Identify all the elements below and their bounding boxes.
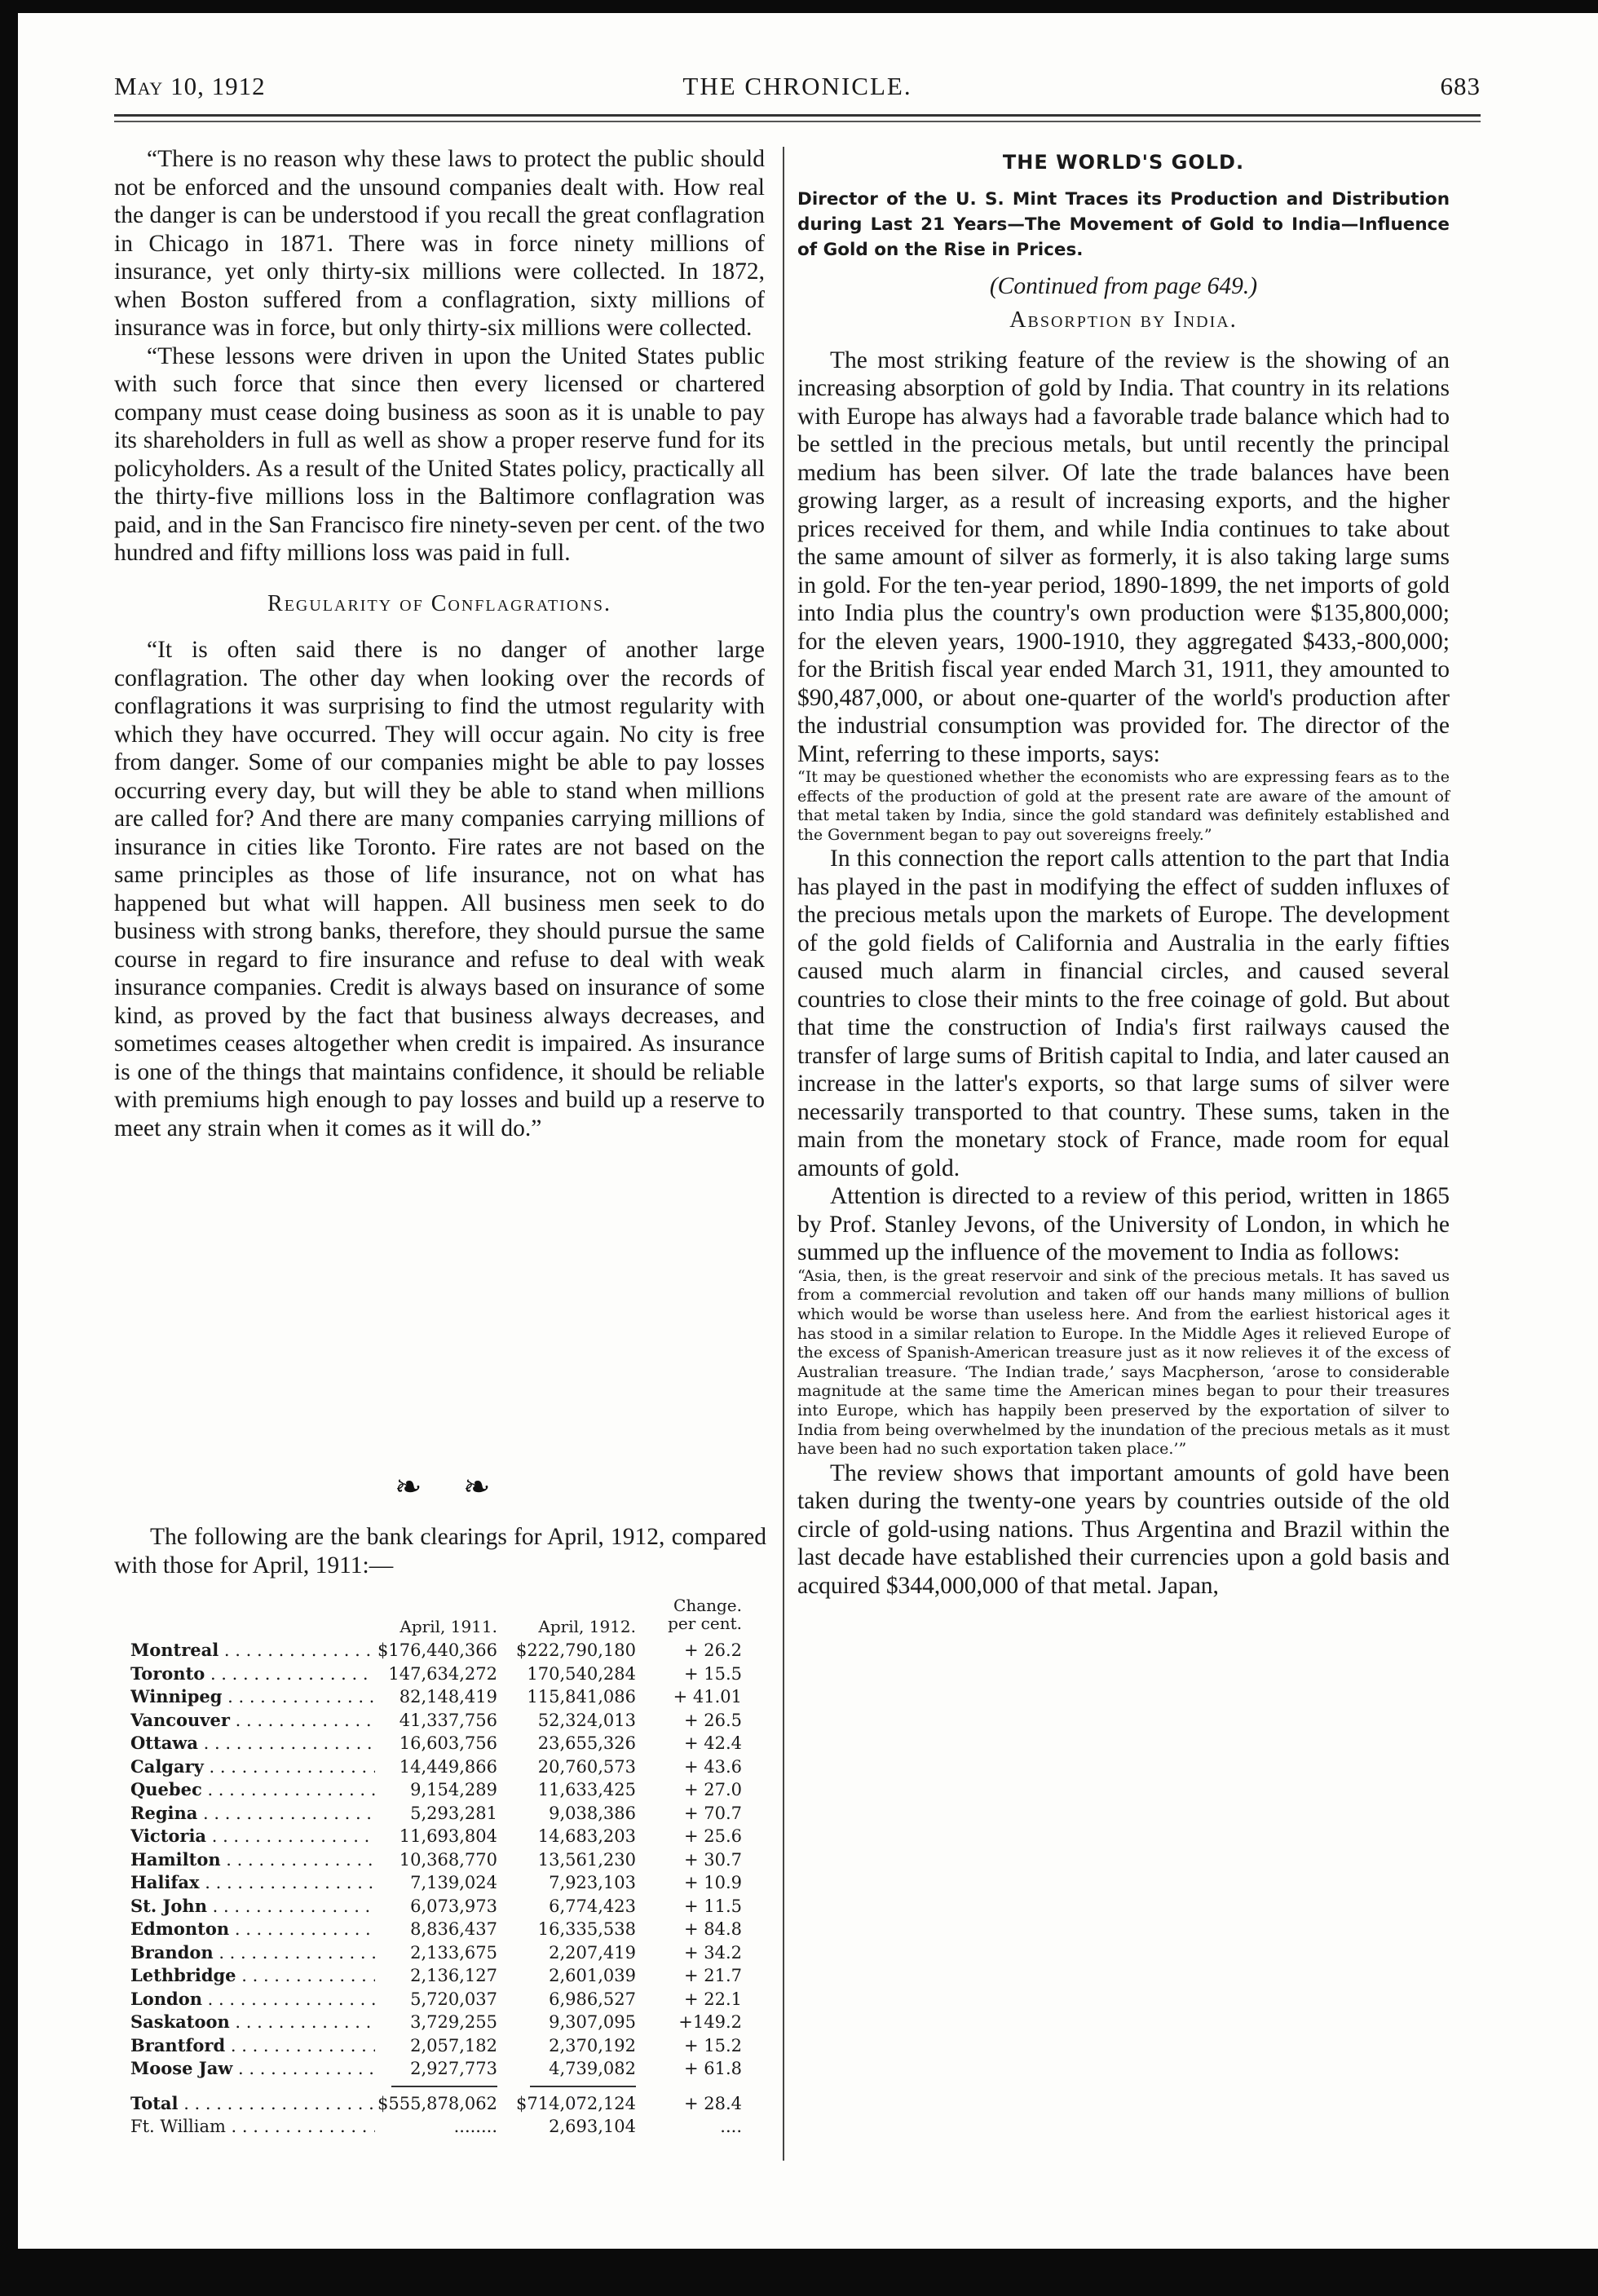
paragraph: The most striking feature of the review is the showing of an increasing absorption of gold by India. That country in its relations with Europe has always had a favorable trade balance which had to be settled in the precious metals, but until recently the principal medium has been silver. Of late the trade balances have been growing larger, as a result of increasing exports, and the higher prices received for them, and while India continues to take about the same amount of silver as formerly, it is also taking large sums in gold. For the ten-year period, 1890-1899, the net imports of gold into India plus the country's own production were $135,800,000; for the eleven years, 1900-1910, they aggregated $433,-800,000; for the British fiscal year ended March 31, 1911, they amounted to $90,487,000, or about one-quarter of the world's production after the industrial consumption was provided for. The director of the Mint, referring to these imports, says: — [797, 347, 1450, 767]
paragraph: The review shows that important amounts of gold have been taken during the twenty-one years by countries outside of the old circle of gold-using nations. Thus Argentina and Brazil within the last decade have established their currencies upon a gold basis and acquired $344,000,000 of that metal. Japan, — [797, 1459, 1450, 1599]
table-cell: + 21.7 — [683, 1966, 742, 1985]
table-cell: Winnipeg . . . — [130, 1685, 375, 1709]
table-row — [130, 2057, 766, 2081]
table-cell: + 15.5 — [683, 1663, 742, 1684]
table-cell: 8,836,437 — [410, 1919, 497, 1939]
table-cell: 115,841,086 — [527, 1687, 636, 1707]
article-title: THE WORLD'S GOLD. — [1002, 151, 1245, 174]
table-cell: + 84.8 — [683, 1919, 742, 1939]
table-cell: London . . . — [130, 1988, 375, 2011]
issue-date: May 10, 1912 — [114, 72, 266, 100]
table-cell: + 43.6 — [683, 1756, 742, 1777]
table-cell: $555,878,062 — [377, 2093, 497, 2113]
table-row — [130, 1848, 766, 1872]
table-cell: 147,634,272 — [388, 1663, 497, 1684]
table-cell: Vancouver . . . — [130, 1709, 375, 1733]
table-cell: 2,136,127 — [410, 1966, 497, 1985]
table-row — [130, 1802, 766, 1826]
table-cell: $222,790,180 — [516, 1640, 636, 1660]
paragraph: “These lessons were driven in upon the United States public with such force that since then every licensed or chartered company must cease doing business as soon as it is unable to pay its shareholders in full as well as show a proper reserve fund for its policyholders. As a result of the United States policy, practically all the thirty-five millions loss in the Baltimore conflagration was paid, and in the San Francisco fire ninety-seven per cent. of the two hundred and fifty millions loss was paid in full. — [114, 342, 765, 566]
table-row — [130, 1709, 766, 1733]
table-cell: + 26.5 — [683, 1710, 742, 1730]
block-quote: “Asia, then, is the great reservoir and sink of the precious metals. It has saved us from a commercial revolution and taken off our hands many millions of bullion which would be worse than useless here. And from the earliest historical ages it has stood in a similar relation to Europe. In the Middle Ages it relieved Europe of the excess of Spanish-American treasure just as it now relieves it of the excess of Australian treasure. ‘The Indian trade,’ says Macpherson, ‘arose to considerable magnitude at the same time the American mines began to pour their treasures into Europe, which has happily been preserved by the exportation of silver to India from being overwhelmed by the inundation of the precious metals as it must have been had no such exportation taken place.’” — [797, 1266, 1450, 1459]
table-cell: 3,729,255 — [410, 2012, 497, 2032]
table-cell: ........ — [453, 2117, 497, 2136]
table-cell: 9,154,289 — [410, 1780, 497, 1799]
table-cell: + 28.4 — [683, 2093, 742, 2113]
table-cell: 14,449,866 — [399, 1756, 497, 1777]
ornament-icon: ❧ — [463, 1468, 491, 1505]
table-cell: + 34.2 — [683, 1942, 742, 1963]
paragraph: “There is no reason why these laws to protect the public should not be enforced and the unsound companies dealt with. How real the danger is can be understood if you recall the great conflagration in Chicago in 1871. There was in force ninety millions of insurance, yet only thirty-six millions were collected. In 1872, when Boston suffered from a conflagration, sixty millions of insurance was in force, but only thirty-six millions were collected. — [114, 146, 765, 341]
table-cell: +149.2 — [678, 2012, 742, 2032]
table-row — [130, 2034, 766, 2058]
page-number: 683 — [1440, 72, 1481, 100]
table-cell: 7,923,103 — [549, 1873, 636, 1892]
table-cell: + 26.2 — [683, 1640, 742, 1660]
table-cell: Total . . . — [130, 2092, 375, 2116]
table-cell: + 70.7 — [683, 1803, 742, 1823]
table-cell: 20,760,573 — [537, 1756, 636, 1777]
table-cell: 23,655,326 — [537, 1733, 636, 1753]
table-cell: 52,324,013 — [537, 1710, 636, 1730]
table-cell: 2,133,675 — [410, 1942, 497, 1963]
table-cell: 6,774,423 — [549, 1896, 636, 1916]
ornament-icon: ❧ — [395, 1468, 422, 1505]
table-cell: Calgary . . . — [130, 1755, 375, 1779]
table-cell: 5,720,037 — [410, 1989, 497, 2009]
table-cell: + 30.7 — [683, 1849, 742, 1870]
table-cell: 14,683,203 — [537, 1826, 636, 1846]
table-cell: + 42.4 — [683, 1733, 742, 1753]
header-rule-thin — [114, 121, 1481, 122]
table-cell: 9,307,095 — [549, 2012, 636, 2032]
column-header: April, 1911. — [400, 1617, 497, 1636]
table-cell: Hamilton . . . — [130, 1848, 375, 1872]
table-cell: Brantford . . . — [130, 2034, 375, 2058]
table-cell: $714,072,124 — [516, 2093, 636, 2113]
table-cell: 9,038,386 — [549, 1803, 636, 1823]
total-separator — [130, 2081, 766, 2092]
column-header: April, 1912. — [538, 1617, 636, 1636]
table-cell: 2,207,419 — [549, 1942, 636, 1963]
table-cell: Lethbridge . . . — [130, 1964, 375, 1988]
table-cell: 6,986,527 — [549, 1989, 636, 2009]
table-cell: 6,073,973 — [410, 1896, 497, 1916]
table-cell: 41,337,756 — [399, 1710, 497, 1730]
table-row — [130, 1662, 766, 1686]
table-cell: 2,927,773 — [410, 2059, 497, 2078]
article-subtitle: Director of the U. S. Mint Traces its Production and Distribution during Last 21 Years—The Movement of Gold to India—Influence of Gold on the Rise in Prices. — [797, 188, 1450, 260]
table-cell: $176,440,366 — [377, 1640, 497, 1660]
table-cell: 82,148,419 — [399, 1687, 497, 1707]
table-row — [130, 1778, 766, 1802]
table-cell: Regina . . . — [130, 1802, 375, 1826]
table-cell: 4,739,082 — [549, 2059, 636, 2078]
table-cell: + 61.8 — [683, 2059, 742, 2078]
left-column — [114, 145, 765, 1142]
continued-note: (Continued from page 649.) — [989, 272, 1258, 299]
table-cell: Brandon . . . — [130, 1941, 375, 1965]
table-cell: 11,633,425 — [537, 1780, 636, 1799]
table-cell: Ft. William . . . — [130, 2115, 375, 2139]
table-intro: The following are the bank clearings for April, 1912, compared with those for April, 1911:— — [114, 1524, 766, 1578]
table-cell: + 25.6 — [683, 1826, 742, 1846]
section-heading: Absorption by India. — [1009, 307, 1238, 333]
header-rule — [114, 114, 1481, 117]
table-cell: 2,057,182 — [410, 2035, 497, 2055]
table-cell: 2,370,192 — [549, 2035, 636, 2055]
table-row — [130, 1685, 766, 1709]
table-cell: 2,693,104 — [549, 2117, 636, 2136]
table-cell: Edmonton . . . — [130, 1918, 375, 1941]
table-cell: Moose Jaw . . . — [130, 2057, 375, 2081]
table-cell: + 10.9 — [683, 1873, 742, 1892]
table-cell: + 41.01 — [673, 1687, 742, 1707]
total-row — [130, 2092, 766, 2116]
section-heading: Regularity of Conflagrations. — [267, 590, 611, 616]
table-cell: + 22.1 — [683, 1989, 742, 2009]
paragraph: In this connection the report calls attention to the part that India has played in the past in modifying the effect of sudden influxes of the precious metals upon the markets of Europe. The development of the gold fields of California and Australia in the early fifties caused much alarm in financial circles, and caused several countries to close their mints to the free coinage of gold. But about that time the construction of India's first railways caused the transfer of large sums of British capital to India, and later caused an increase in the latter's exports, so that large sums of silver were necessarily transported to that country. These sums, taken in the main from the monetary stock of France, made room for equal amounts of gold. — [797, 846, 1450, 1181]
table-cell: 13,561,230 — [537, 1849, 636, 1870]
table-row — [130, 1871, 766, 1895]
paragraph: Attention is directed to a review of this period, written in 1865 by Prof. Stanley Jevons, of the University of London, in which he summed up the influence of the movement to India as follows: — [797, 1183, 1450, 1266]
table-row — [130, 1732, 766, 1755]
table-row — [130, 1825, 766, 1848]
right-column — [797, 148, 1450, 1600]
table-cell: 10,368,770 — [399, 1849, 497, 1870]
table-cell: 2,601,039 — [549, 1966, 636, 1985]
table-cell: Toronto . . . — [130, 1662, 375, 1686]
table-cell: Montreal . . . — [130, 1639, 375, 1662]
table-header — [130, 1590, 766, 1639]
column-divider — [783, 147, 784, 2161]
table-cell: 170,540,284 — [527, 1663, 636, 1684]
publication-title: THE CHRONICLE. — [682, 72, 912, 100]
table-row — [130, 1755, 766, 1779]
table-cell: + 11.5 — [683, 1896, 742, 1916]
column-header: Change. per cent. — [668, 1596, 742, 1633]
table-row — [130, 1941, 766, 1965]
paragraph: “It is often said there is no danger of another large conflagration. The other day when looking over the records of conflagrations it was surprising to find the utmost regularity with which they have occurred. They will occur again. No city is free from danger. Some of our companies might be able to pay losses occurring every day, but will they be able to stand when millions are called for? And there are many companies carrying millions of insurance in cities like Toronto. Fire rates are not based on the same principles as those of life insurance, not on what has happened but what will happen. All business men seek to do business with strong banks, therefore, they should pursue the same course in regard to fire insurance and refuse to deal with weak insurance companies. Credit is always based on insurance of some kind, as proved by the fact that business always decreases, and sometimes ceases altogether when credit is impaired. As insurance is one of the things that maintains confidence, it should be reliable with premiums high enough to pay losses and build up a reserve to meet any strain when it comes as it will do.” — [114, 637, 765, 1141]
table-cell: + 15.2 — [683, 2035, 742, 2055]
page-header — [114, 72, 1481, 108]
table-row — [130, 2011, 766, 2034]
block-quote: “It may be questioned whether the economists who are expressing fears as to the effects of the production of gold at the present rate are aware of the amount of that metal taken by India, since the gold standard was definitely established and the Government began to pay out sovereigns freely.” — [797, 768, 1450, 844]
table-row — [130, 1639, 766, 1662]
table-cell: 5,293,281 — [410, 1803, 497, 1823]
table-cell: 16,603,756 — [399, 1733, 497, 1753]
table-row — [130, 2115, 766, 2139]
table-cell: + 27.0 — [683, 1780, 742, 1799]
table-cell: .... — [720, 2117, 742, 2136]
table-cell: 11,693,804 — [399, 1826, 497, 1846]
table-cell: Victoria . . . — [130, 1825, 375, 1848]
table-cell: Ottawa . . . — [130, 1732, 375, 1755]
table-cell: 16,335,538 — [537, 1919, 636, 1939]
table-cell: Halifax . . . — [130, 1871, 375, 1895]
bank-clearings-table — [130, 1590, 766, 2139]
table-cell: St. John . . . — [130, 1895, 375, 1918]
table-cell: 7,139,024 — [410, 1873, 497, 1892]
table-cell: Quebec . . . — [130, 1778, 375, 1802]
table-row — [130, 1895, 766, 1918]
table-row — [130, 1964, 766, 1988]
table-row — [130, 1918, 766, 1941]
table-cell: Saskatoon . . . — [130, 2011, 375, 2034]
table-row — [130, 1988, 766, 2011]
